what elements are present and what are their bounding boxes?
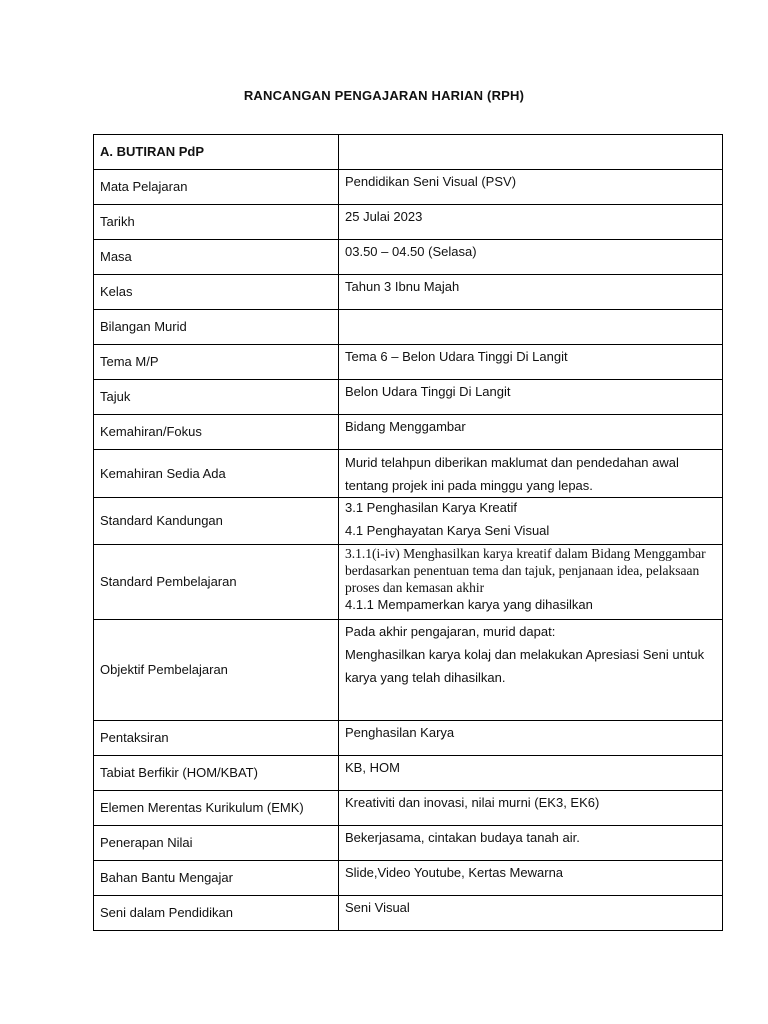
row-value — [339, 275, 723, 310]
row-value — [339, 791, 723, 826]
row-value-line: Murid telahpun diberikan maklumat dan pendedahan awal tentang projek ini pada minggu yang lepas. — [345, 455, 679, 493]
row-label: Kemahiran Sedia Ada — [94, 450, 339, 498]
table-row — [94, 310, 723, 345]
row-value — [339, 545, 723, 620]
row-label: Kemahiran/Fokus — [94, 415, 339, 450]
row-value — [339, 826, 723, 861]
table-row — [94, 791, 723, 826]
table-row — [94, 205, 723, 240]
row-value — [339, 380, 723, 415]
row-label: Penerapan Nilai — [94, 826, 339, 861]
row-value-line: Tema 6 – Belon Udara Tinggi Di Langit — [345, 349, 568, 364]
row-label: Masa — [94, 240, 339, 275]
table-row — [94, 240, 723, 275]
row-value — [339, 415, 723, 450]
row-label: Tarikh — [94, 205, 339, 240]
row-value-line: Belon Udara Tinggi Di Langit — [345, 384, 511, 399]
row-value-line: 03.50 – 04.50 (Selasa) — [345, 244, 477, 259]
row-value — [339, 861, 723, 896]
row-label: Bilangan Murid — [94, 310, 339, 345]
document-title: RANCANGAN PENGAJARAN HARIAN (RPH) — [243, 88, 525, 103]
row-value-line: Kreativiti dan inovasi, nilai murni (EK3, EK6) — [345, 795, 600, 810]
row-label: Elemen Merentas Kurikulum (EMK) — [94, 791, 339, 826]
row-value-line: Penghasilan Karya — [345, 725, 455, 740]
row-value-line: 3.1 Penghasilan Karya Kreatif — [345, 500, 517, 515]
row-value — [339, 498, 723, 545]
row-label: Tajuk — [94, 380, 339, 415]
row-value — [339, 721, 723, 756]
table-row — [94, 345, 723, 380]
row-value — [339, 896, 723, 931]
table-row — [94, 721, 723, 756]
row-value — [339, 620, 723, 721]
row-value — [339, 345, 723, 380]
row-value-line: 4.1 Penghayatan Karya Seni Visual — [345, 523, 550, 538]
row-value — [339, 450, 723, 498]
row-value-line: 25 Julai 2023 — [345, 209, 423, 224]
row-label: Pentaksiran — [94, 721, 339, 756]
rph-table — [93, 134, 723, 931]
row-value — [339, 756, 723, 791]
row-value-line: Pada akhir pengajaran, murid dapat: — [345, 624, 556, 639]
row-value-line: Bidang Menggambar — [345, 419, 466, 434]
table-row — [94, 896, 723, 931]
row-value-line: Seni Visual — [345, 900, 410, 915]
row-value — [339, 205, 723, 240]
table-row — [94, 826, 723, 861]
table-row — [94, 545, 723, 620]
row-value-line: Slide,Video Youtube, Kertas Mewarna — [345, 865, 564, 880]
row-value-line: KB, HOM — [345, 760, 400, 775]
row-value — [339, 240, 723, 275]
table-row — [94, 380, 723, 415]
section-heading: A. BUTIRAN PdP — [94, 135, 339, 170]
table-row — [94, 861, 723, 896]
section-heading-value — [339, 135, 723, 170]
row-label: Standard Pembelajaran — [94, 545, 339, 620]
row-value-line: 4.1.1 Mempamerkan karya yang dihasilkan — [345, 597, 593, 612]
row-value-line: Pendidikan Seni Visual (PSV) — [345, 174, 517, 189]
row-value-line: Bekerjasama, cintakan budaya tanah air. — [345, 830, 580, 845]
table-row — [94, 415, 723, 450]
row-label: Tema M/P — [94, 345, 339, 380]
row-value-line: Tahun 3 Ibnu Majah — [345, 279, 460, 294]
row-label: Objektif Pembelajaran — [94, 620, 339, 721]
row-label: Seni dalam Pendidikan — [94, 896, 339, 931]
row-label: Kelas — [94, 275, 339, 310]
row-value-line: Menghasilkan karya kolaj dan melakukan Apresiasi Seni untuk karya yang telah dihasilkan. — [345, 647, 705, 685]
table-row — [94, 275, 723, 310]
row-value — [339, 310, 723, 345]
table-row — [94, 170, 723, 205]
row-label: Bahan Bantu Mengajar — [94, 861, 339, 896]
row-label: Tabiat Berfikir (HOM/KBAT) — [94, 756, 339, 791]
row-value — [339, 170, 723, 205]
table-row — [94, 620, 723, 721]
row-label: Mata Pelajaran — [94, 170, 339, 205]
table-row — [94, 498, 723, 545]
table-header-row — [94, 135, 723, 170]
table-row — [94, 450, 723, 498]
row-label: Standard Kandungan — [94, 498, 339, 545]
row-value-line: 3.1.1(i-iv) Menghasilkan karya kreatif dalam Bidang Menggambar berdasarkan penentuan tema dan tajuk, penjanaan idea, pelaksaan proses dan kemasan akhir — [345, 546, 706, 595]
table-row — [94, 756, 723, 791]
